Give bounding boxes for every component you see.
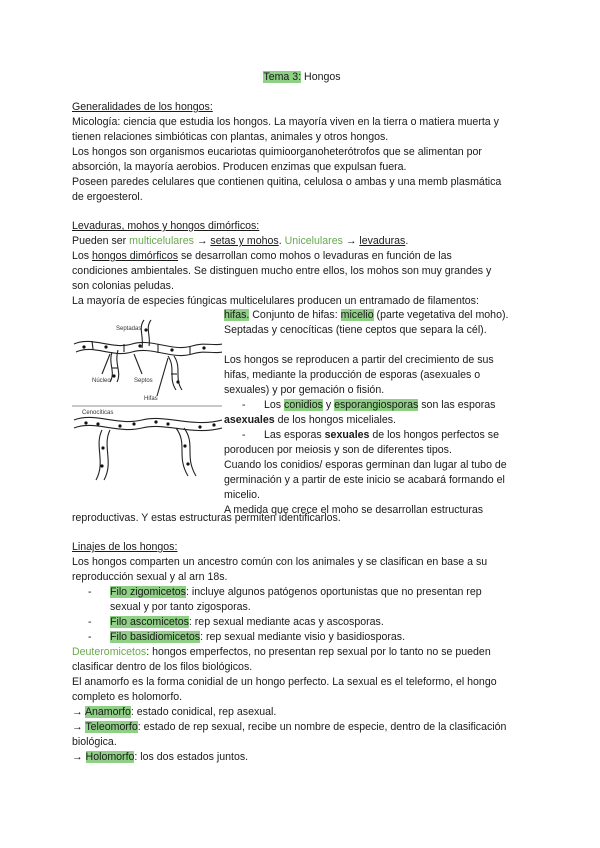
nucleus-dot: [138, 344, 141, 347]
paragraph-line: biológica.: [72, 736, 117, 748]
paragraph-line: completo es holomorfo.: [72, 691, 183, 703]
text: son las esporas: [418, 399, 496, 411]
paragraph-line: Cuando los conidios/ esporas germinan dan lugar al tubo de: [224, 459, 507, 471]
label-septos: Septos: [134, 378, 153, 384]
text: Las esporas: [264, 429, 325, 441]
bullet-line: [72, 615, 548, 630]
term-filo-basidiomicetos: Filo basidiomicetos: [110, 631, 201, 643]
text: de los hongos perfectos se: [369, 429, 499, 441]
paragraph-line: reproductivas. Y estas estructuras permiten identificarlos.: [72, 512, 341, 524]
bullet-line: [72, 585, 548, 600]
hyphae-illustration: [72, 316, 222, 491]
term-hongos-dimorficos: hongos dimórficos: [92, 250, 179, 262]
nucleus-dot: [101, 446, 104, 449]
nucleus-dot: [183, 444, 186, 447]
bullet-dash: -: [242, 429, 246, 441]
paragraph-line: El anamorfo es la forma conidial de un hongo perfecto. La sexual es el teleformo, el hongo: [72, 676, 497, 688]
bullet-dash: -: [88, 616, 92, 628]
septate-hypha: [117, 350, 119, 382]
term-sexuales: sexuales: [324, 429, 370, 441]
paragraph-line: sexual y por tanto zigosporas.: [110, 601, 251, 613]
text: : estado conidical, rep asexual.: [130, 706, 277, 718]
coenocytic-hypha: [176, 428, 188, 476]
pointer-arrow: [102, 354, 110, 374]
term-teleomorfo: Teleomorfo: [85, 721, 138, 733]
septate-hypha: [74, 341, 222, 347]
text: : rep sexual mediante acas y ascosporas.: [188, 616, 384, 628]
text: : incluye algunos patógenos oportunistas que no presentan rep: [185, 586, 482, 598]
text: de los hongos miceliales.: [274, 414, 396, 426]
paragraph-line: La mayoría de especies fúngicas multicelulares producen un entramado de filamentos:: [72, 295, 479, 307]
section-heading-levaduras: Levaduras, mohos y hongos dimórficos:: [72, 220, 260, 232]
paragraph-line: Poseen paredes celulares que contienen quitina, celulosa o ambas y una memb plasmática: [72, 176, 502, 188]
nucleus-dot: [154, 420, 157, 423]
nucleus-dot: [84, 421, 87, 424]
label-hifas: Hifas: [144, 396, 158, 402]
paragraph-line: son colonias peludas.: [72, 280, 174, 292]
spacer: [224, 338, 534, 353]
nucleus-dot: [176, 380, 179, 383]
paragraph-line: [72, 750, 532, 765]
paragraph-line: sexuales) y por gemación o fisión.: [224, 384, 385, 396]
term-filo-ascomicetos: Filo ascomicetos: [110, 616, 189, 628]
term-micelio: micelio: [340, 309, 374, 321]
term-holomorfo: Holomorfo: [85, 751, 135, 763]
coenocytic-hypha: [96, 430, 102, 480]
text: Los: [264, 399, 285, 411]
paragraph-line: [72, 249, 532, 264]
text: : rep sexual mediante visio y basidiosporas.: [200, 631, 406, 643]
paragraph-line: Los hongos comparten un ancestro común con los animales y se clasifican en base a su: [72, 556, 488, 568]
septate-hypha: [148, 320, 151, 346]
arrow: →: [72, 721, 86, 733]
nucleus-dot: [144, 328, 147, 331]
text: y: [322, 399, 335, 411]
coenocytic-hypha: [104, 430, 110, 480]
paragraph-line: [72, 645, 532, 660]
term-hifas: hifas.: [224, 309, 250, 321]
term-setas-mohos: setas y mohos: [210, 235, 279, 247]
paragraph-line: Los hongos son organismos eucariotas quimioorganoheterótrofos que se alimentan por: [72, 146, 482, 158]
septate-hypha: [141, 320, 144, 348]
text: : hongos emperfectos, no presentan rep sexual por lo tanto no se pueden: [146, 646, 491, 658]
arrow: →: [72, 706, 85, 718]
term-esporangiosporas: esporangiosporas: [334, 399, 419, 411]
paragraph-line: A medida que crece el moho se desarrollan estructuras: [224, 504, 484, 516]
nucleus-dot: [82, 345, 85, 348]
bullet-line: [72, 630, 548, 645]
label-cenociticas: Cenocíticas: [82, 410, 114, 416]
term-multicelulares: multicelulares: [129, 235, 194, 247]
paragraph-line: hifas, mediante la producción de esporas (asexuales o: [224, 369, 481, 381]
term-filo-zigomicetos: Filo zigomicetos: [110, 586, 186, 598]
term-anamorfo: Anamorfo: [84, 706, 131, 718]
arrow: →: [72, 751, 86, 763]
label-nucleo: Núcleo: [92, 378, 111, 384]
nucleus-dot: [100, 464, 103, 467]
right-column: [224, 308, 534, 518]
term-deuteromicetos: Deuteromicetos: [72, 646, 147, 658]
septate-hypha: [76, 349, 222, 355]
nucleus-dot: [186, 462, 189, 465]
paragraph-line: [224, 413, 534, 428]
septate-hypha: [174, 356, 182, 390]
nucleus-dot: [104, 345, 107, 348]
paragraph-line: [72, 234, 532, 249]
nucleus-dot: [112, 374, 115, 377]
paragraph-line: micelio.: [224, 489, 260, 501]
coenocytic-hypha: [184, 428, 196, 476]
nucleus-dot: [198, 425, 201, 428]
paragraph-line: Los hongos se reproducen a partir del crecimiento de sus: [224, 354, 494, 366]
text: se desarrollan como mohos o levaduras en función de las: [178, 250, 452, 262]
paragraph-line: poroducen por meiosis y son de diferentes tipos.: [224, 444, 452, 456]
nucleus-dot: [96, 422, 99, 425]
nucleus-dot: [212, 423, 215, 426]
section-heading-generalidades: Generalidades de los hongos:: [72, 101, 213, 113]
paragraph-line: absorción, la mayoría aerobios. Producen enzimas que expulsan fuera.: [72, 161, 407, 173]
section-heading-linajes: Linajes de los hongos:: [72, 541, 178, 553]
title-label: Tema 3:: [263, 71, 302, 83]
paragraph-line: Micología: ciencia que estudia los hongos. La mayoría viven en la tierra o matiera muerta y: [72, 116, 499, 128]
arrow: →: [193, 235, 211, 247]
text: : estado de rep sexual, recibe un nombre de especie, dentro de la clasificación: [137, 721, 507, 733]
text: .: [405, 235, 409, 247]
paragraph-line: [72, 720, 532, 735]
text: .: [278, 235, 285, 247]
bullet-dash: -: [242, 399, 246, 411]
arrow: →: [342, 235, 360, 247]
page-title: [72, 70, 532, 85]
paragraph-line: condiciones ambientales. Se distinguen mucho entre ellos, los mohos son muy grandes y: [72, 265, 492, 277]
paragraph-line: germinación y a partir de este inicio se acabará formando el: [224, 474, 505, 486]
nucleus-dot: [170, 348, 173, 351]
nucleus-dot: [166, 422, 169, 425]
coenocytic-hypha: [74, 417, 222, 422]
paragraph-line: tienen relaciones simbióticas con plantas, animales y otros hongos.: [72, 131, 389, 143]
paragraph-line: [224, 308, 534, 323]
text: : los dos estados juntos.: [134, 751, 249, 763]
term-levaduras: levaduras: [359, 235, 406, 247]
septate-hypha: [168, 356, 176, 390]
text: (parte vegetativa del moho).: [373, 309, 509, 321]
pointer-arrow: [157, 358, 168, 396]
bullet-line: [224, 428, 534, 443]
text: Pueden ser: [72, 235, 130, 247]
paragraph-line: reproducción sexual y al arn 18s.: [72, 571, 228, 583]
text: Conjunto de hifas:: [249, 309, 341, 321]
label-septadas: Septadas: [116, 326, 142, 332]
text: Los: [72, 250, 93, 262]
term-unicelulares: Unicelulares: [284, 235, 343, 247]
paragraph-line: [72, 705, 532, 720]
bullet-line: [224, 398, 534, 413]
paragraph-line: de ergoesterol.: [72, 191, 143, 203]
paragraph-line: Septadas y cenocíticas (tiene ceptos que separa la cél).: [224, 324, 487, 336]
term-asexuales: asexuales: [224, 414, 275, 426]
nucleus-dot: [132, 422, 135, 425]
paragraph-line: clasificar dentro de los filos biológicos.: [72, 661, 253, 673]
term-conidios: conidios: [284, 399, 323, 411]
bullet-dash: -: [88, 631, 92, 643]
nucleus-dot: [202, 346, 205, 349]
pointer-arrow: [134, 354, 142, 374]
title-text: Hongos: [301, 71, 341, 83]
nucleus-dot: [118, 424, 121, 427]
hyphae-figure: [72, 316, 222, 491]
bullet-dash: -: [88, 586, 92, 598]
